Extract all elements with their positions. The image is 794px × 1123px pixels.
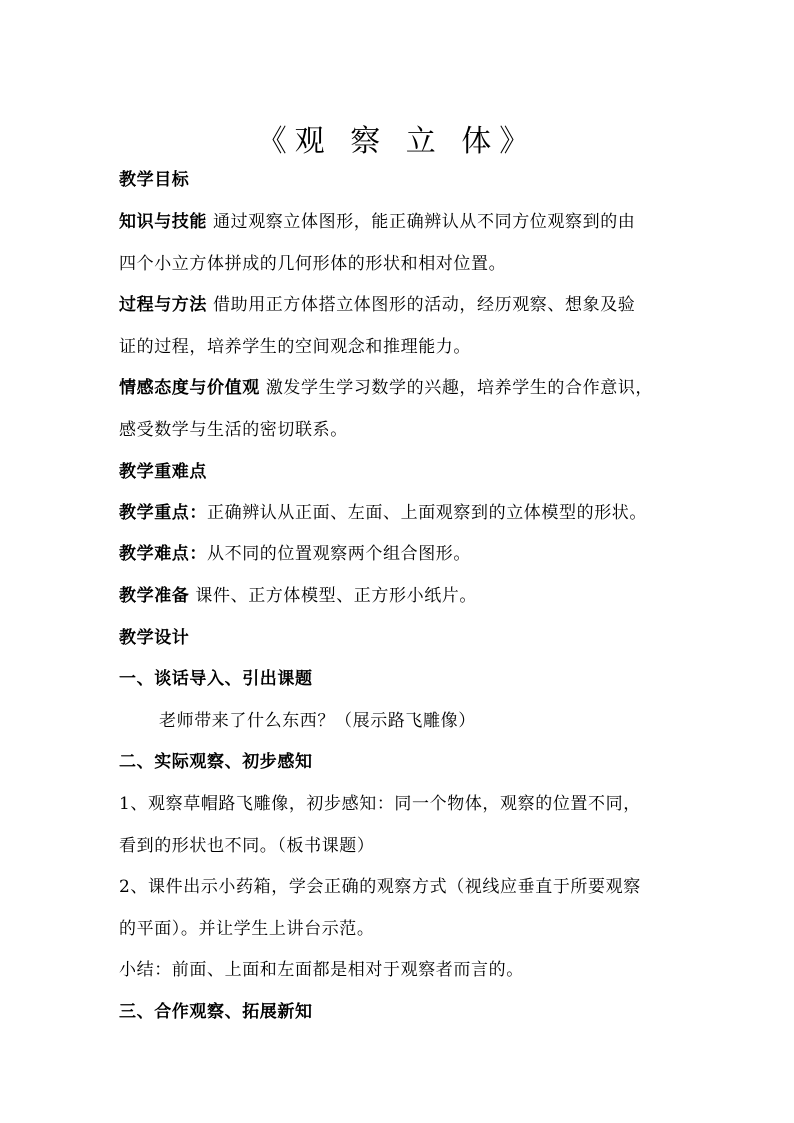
knowledge-skills-label: 知识与技能 bbox=[119, 212, 207, 232]
section1-text: 老师带来了什么东西？（展示路飞雕像） bbox=[159, 711, 476, 731]
emotion-values-text-line1: 激发学生学习数学的兴趣，培养学生的合作意识， bbox=[259, 378, 654, 398]
process-method-text-line2: 证的过程，培养学生的空间观念和推理能力。 bbox=[119, 337, 471, 357]
section2-summary: 小结：前面、上面和左面都是相对于观察者而言的。 bbox=[119, 960, 524, 980]
teaching-focus-label: 教学重点： bbox=[119, 503, 207, 523]
teaching-preparation-label: 教学准备 bbox=[119, 586, 190, 606]
process-method-paragraph bbox=[119, 294, 679, 316]
section2-item2-line1: 2、课件出示小药箱，学会正确的观察方式（视线应垂直于所要观察 bbox=[119, 877, 641, 897]
section-heading-key-points: 教学重难点 bbox=[119, 462, 207, 482]
section2-item1-line2: 看到的形状也不同。（板书课题） bbox=[119, 836, 375, 856]
emotion-values-text-line2: 感受数学与生活的密切联系。 bbox=[119, 420, 348, 440]
section2-heading: 二、实际观察、初步感知 bbox=[119, 752, 313, 772]
section1-heading: 一、谈话导入、引出课题 bbox=[119, 669, 313, 689]
teaching-difficulty-text: 从不同的位置观察两个组合图形。 bbox=[207, 544, 471, 564]
teaching-focus-text: 正确辨认从正面、左面、上面观察到的立体模型的形状。 bbox=[207, 503, 647, 523]
emotion-values-paragraph bbox=[119, 377, 679, 399]
section-heading-teaching-goals: 教学目标 bbox=[119, 170, 190, 190]
process-method-label: 过程与方法 bbox=[119, 295, 207, 315]
teaching-preparation-paragraph bbox=[119, 585, 679, 607]
knowledge-skills-text-line2: 四个小立方体拼成的几何形体的形状和相对位置。 bbox=[119, 254, 507, 274]
teaching-difficulty-label: 教学难点： bbox=[119, 544, 207, 564]
teaching-difficulty-paragraph bbox=[119, 543, 679, 565]
teaching-focus-paragraph bbox=[119, 502, 679, 524]
process-method-text-line1: 借助用正方体搭立体图形的活动，经历观察、想象及验 bbox=[207, 295, 636, 315]
knowledge-skills-paragraph bbox=[119, 211, 679, 233]
emotion-values-label: 情感态度与价值观 bbox=[119, 378, 260, 398]
section3-heading: 三、合作观察、拓展新知 bbox=[119, 1002, 313, 1022]
section2-item1-line1: 1、观察草帽路飞雕像，初步感知：同一个物体，观察的位置不同， bbox=[119, 794, 641, 814]
section-heading-teaching-design: 教学设计 bbox=[119, 628, 190, 648]
section2-item2-line2: 的平面）。并让学生上讲台示范。 bbox=[119, 919, 375, 939]
knowledge-skills-text-line1: 通过观察立体图形，能正确辨认从不同方位观察到的由 bbox=[207, 212, 636, 232]
document-title: 《观 察 立 体》 bbox=[256, 124, 538, 159]
teaching-preparation-text: 课件、正方体模型、正方形小纸片。 bbox=[189, 586, 478, 606]
